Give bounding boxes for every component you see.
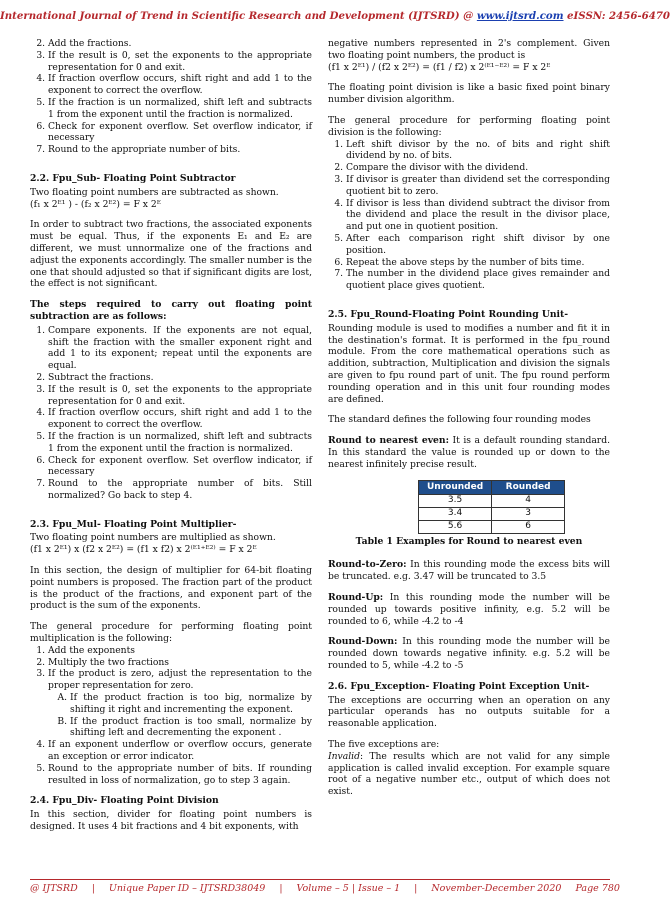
- section-heading-div: 2.4. Fpu_Div- Floating Point Division: [30, 795, 219, 807]
- list-item: 5. After each comparison right shift divisor by one position.: [346, 233, 610, 257]
- footer-sep: |: [279, 883, 283, 894]
- footer-sep: |: [414, 883, 418, 894]
- list-item: 5. If the fraction is un normalized, shift left and subtracts 1 from the exponent until the fraction is normalized.: [48, 97, 312, 121]
- section-heading-sub: 2.2. Fpu_Sub- Floating Point Subtractor: [30, 172, 236, 184]
- journal-issn: eISSN: 2456-6470: [563, 10, 670, 22]
- journal-url-link[interactable]: www.ijtsrd.com: [476, 10, 564, 22]
- sub-intro: Two floating point numbers are subtracted as shown.: [30, 186, 279, 198]
- list-item: 7. Round to the appropriate number of bits. Still normalized? Go back to step 4.: [48, 478, 312, 502]
- div-paragraph: In this section, divider for floating point numbers is designed. It uses 4 bit fractions and 4 bit exponents, with: [30, 809, 312, 833]
- div-continued: negative numbers represented in 2's complement. Given two floating point numbers, the product is: [328, 38, 610, 61]
- list-item: 1. Left shift divisor by the no. of bits and right shift dividend by no. of bits.: [346, 139, 610, 163]
- mul-formula: (f1 x 2ᴱ¹) x (f2 x 2ᴱ²) = (f1 x f2) x 2⁽ᴱ¹⁺ᴱ²⁾ = F x 2ᴱ: [30, 544, 257, 556]
- footer-paper-id: Unique Paper ID – IJTSRD38049: [108, 883, 266, 894]
- footer-sep: |: [91, 883, 95, 894]
- rtz-text: In this rounding mode the excess bits will be truncated. e.g. 3.47 will be truncated to 3.5: [328, 559, 610, 583]
- list-item: 1. Compare exponents. If the exponents are not equal, shift the fraction with the smaller exponent right and add 1 to its exponent; repeat until the exponents are equal.: [48, 325, 312, 372]
- round-standard: The standard defines the following four rounding modes: [328, 414, 591, 426]
- table-cell: 3.5: [419, 495, 492, 508]
- list-item: 1. Add the exponents: [48, 645, 312, 657]
- rd-label: Round-Down:: [328, 636, 398, 648]
- rne-text: It is a default rounding standard. In this standard the value is rounded up or down to the nearest infinitely precise result.: [328, 435, 610, 470]
- steps-heading: The steps required to carry out floating point subtraction are as follows:: [30, 299, 312, 322]
- table-row: [419, 508, 565, 521]
- invalid-label: Invalid: [328, 750, 360, 762]
- col-header-rounded: Rounded: [492, 480, 565, 495]
- list-item: A. If the product fraction is too big, normalize by shifting it right and incrementing the exponent.: [70, 692, 312, 716]
- five-exceptions: The five exceptions are:: [328, 739, 440, 751]
- list-item: 6. Check for exponent overflow. Set overflow indicator, if necessary: [48, 455, 312, 479]
- rne-label: Round to nearest even:: [328, 435, 449, 447]
- round-paragraph: Rounding module is used to modifies a number and fit it in the destination's format. It is performed in the fpu_round module. From the core mathematical operations such as addition, subtraction, Multiplication and division the signals are given to fpu round part of unit. The fpu round perform rounding operation and in this unit four rounding modes are defined.: [328, 322, 610, 405]
- mul-intro: Two floating point numbers are multiplied as shown.: [30, 532, 276, 544]
- list-item: 3. If the result is 0, set the exponents to the appropriate representation for 0 and exit.: [48, 384, 312, 408]
- table-cell: 5.6: [419, 520, 492, 533]
- list-item: [48, 668, 312, 739]
- round-down: [328, 636, 610, 671]
- sub-steps-list: [30, 325, 312, 502]
- list-item: 4. If divisor is less than dividend subtract the divisor from the dividend and place the result in the divisor place, and put one in quotient position.: [346, 198, 610, 233]
- add-steps-list: [30, 38, 312, 156]
- list-item: 7. Round to the appropriate number of bits.: [48, 144, 312, 156]
- col-header-unrounded: Unrounded: [419, 480, 492, 495]
- mul-steps-list: [30, 645, 312, 787]
- rounding-table: [418, 480, 565, 534]
- list-item: 2. Add the fractions.: [48, 38, 312, 50]
- round-nearest-even: [328, 435, 610, 470]
- footer-volume: Volume – 5 | Issue – 1: [296, 883, 401, 894]
- exception-paragraph: The exceptions are occurring when an operation on any particular operands has no outputs suitable for a reasonable application.: [328, 694, 610, 730]
- table-row: [419, 495, 565, 508]
- left-column: [30, 38, 312, 842]
- sub-paragraph: In order to subtract two fractions, the associated exponents must be equal. Thus, if the exponents E₁ and E₂ are different, we must unnormalize one of the fractions and adjust the exponents accordingly. The smaller number is the one that should adjusted so that if significant digits are lost, the effect is not significant.: [30, 219, 312, 290]
- list-item: 3. If divisor is greater than dividend set the corresponding quotient bit to zero.: [346, 174, 610, 198]
- list-item: B. If the product fraction is too small, normalize by shifting left and decrementing the exponent .: [70, 716, 312, 740]
- list-item: 2. Multiply the two fractions: [48, 657, 312, 669]
- list-item-text: If the product is zero, adjust the representation to the proper representation for zero.: [48, 668, 312, 692]
- mul-paragraph: In this section, the design of multiplier for 64-bit floating point numbers is proposed. The fraction part of the product is the product of the fractions, and exponent part of the product is the sum of the exponents.: [30, 565, 312, 612]
- table-cell: 3: [492, 508, 565, 521]
- div-steps-list: [328, 139, 610, 292]
- div-like: The floating point division is like a basic fixed point binary number division algorithm.: [328, 82, 610, 106]
- mul-general: The general procedure for performing floating point multiplication is the following:: [30, 621, 312, 645]
- list-item: 3. If the result is 0, set the exponents to the appropriate representation for 0 and exit.: [48, 50, 312, 74]
- invalid-exception: [328, 751, 610, 798]
- journal-name: International Journal of Trend in Scientific Research and Development (IJTSRD) @: [0, 10, 477, 22]
- rd-text: In this rounding mode the number will be rounded down towards negative infinity. e.g. 5.2 will be rounded to 5, while -4.2 to -5: [328, 636, 610, 672]
- list-item: 4. If an exponent underflow or overflow occurs, generate an exception or error indicator.: [48, 739, 312, 763]
- list-item: 2. Compare the divisor with the dividend.: [346, 162, 610, 174]
- list-item: 2. Subtract the fractions.: [48, 372, 312, 384]
- right-column: [328, 38, 610, 807]
- rtz-label: Round-to-Zero:: [328, 559, 407, 571]
- page-footer: [30, 883, 620, 894]
- table-cell: 6: [492, 520, 565, 533]
- list-item: 4. If fraction overflow occurs, shift right and add 1 to the exponent to correct the overflow.: [48, 407, 312, 431]
- footer-journal: @ IJTSRD: [30, 883, 78, 894]
- list-item: 7. The number in the dividend place gives remainder and quotient place gives quotient.: [346, 268, 610, 292]
- table-header-row: [419, 480, 565, 495]
- list-item: 5. Round to the appropriate number of bits. If rounding resulted in loss of normalization, go to step 3 again.: [48, 763, 312, 787]
- div-general: The general procedure for performing floating point division is the following:: [328, 114, 610, 138]
- footer-page: Page 780: [575, 883, 620, 894]
- table-caption: Table 1 Examples for Round to nearest even: [355, 535, 583, 547]
- footer-rule: [30, 879, 610, 880]
- journal-header: [0, 10, 670, 22]
- section-heading-round: 2.5. Fpu_Round-Floating Point Rounding Unit-: [328, 308, 569, 320]
- ru-text: In this rounding mode the number will be rounded up towards positive infinity, e.g. 5.2 will be rounded to 6, while -4.2 to -4: [328, 592, 610, 627]
- sub-formula: (f₁ x 2ᴱ¹ ) - (f₂ x 2ᴱ²) = F x 2ᴱ: [30, 198, 161, 210]
- div-formula: (f1 x 2ᴱ¹) / (f2 x 2ᴱ²) = (f1 / f2) x 2⁽ᴱ¹⁻ᴱ²⁾ = F x 2ᴱ: [328, 61, 551, 73]
- list-item: 5. If the fraction is un normalized, shift left and subtracts 1 from the exponent until the fraction is normalized.: [48, 431, 312, 455]
- invalid-text: : The results which are not valid for any simple application is called invalid exception. For example square root of a negative number etc., output of which does not exist.: [328, 750, 610, 798]
- section-heading-exception: 2.6. Fpu_Exception- Floating Point Exception Unit-: [328, 680, 590, 692]
- table-row: [419, 520, 565, 533]
- list-item: 6. Repeat the above steps by the number of bits time.: [346, 257, 610, 269]
- table-cell: 3.4: [419, 508, 492, 521]
- footer-date: November-December 2020: [431, 883, 562, 894]
- round-up: [328, 592, 610, 627]
- round-to-zero: [328, 559, 610, 583]
- section-heading-mul: 2.3. Fpu_Mul- Floating Point Multiplier-: [30, 518, 237, 530]
- table-cell: 4: [492, 495, 565, 508]
- ru-label: Round-Up:: [328, 592, 384, 604]
- list-item: 4. If fraction overflow occurs, shift right and add 1 to the exponent to correct the overflow.: [48, 73, 312, 97]
- list-item: 6. Check for exponent overflow. Set overflow indicator, if necessary: [48, 121, 312, 145]
- mul-sub-list: [48, 692, 312, 739]
